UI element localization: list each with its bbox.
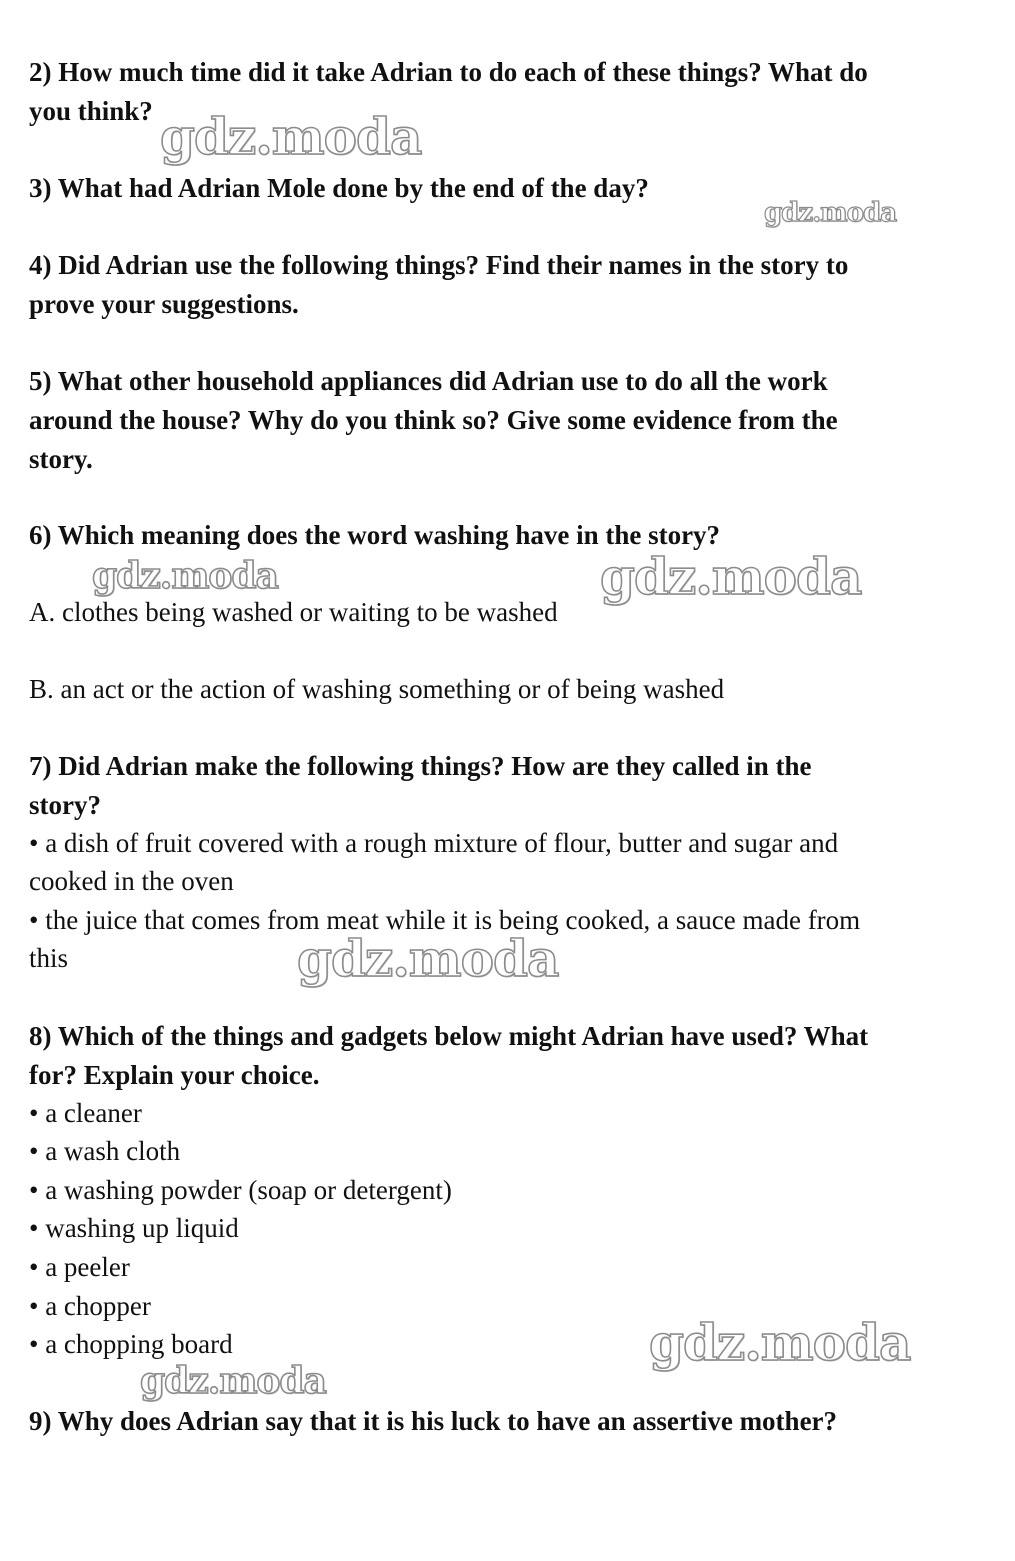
watermark: gdz.moda: [160, 107, 422, 166]
question-3-line-1: 3) What had Adrian Mole done by the end of the day?: [29, 173, 649, 203]
question-7-bullet-2-line-1: • the juice that comes from meat while it is being cooked, a sauce made from: [29, 905, 861, 935]
question-7-line-1: 7) Did Adrian make the following things? How are they called in the: [29, 751, 812, 781]
watermark: gdz.moda: [140, 1360, 326, 1402]
question-5-line-2: around the house? Why do you think so? Give some evidence from the: [29, 405, 838, 435]
question-7-bullet-2-line-2: this: [29, 943, 69, 973]
question-7-bullet-1-line-1: • a dish of fruit covered with a rough mixture of flour, butter and sugar and: [29, 828, 839, 858]
question-4-line-2: prove your suggestions.: [29, 289, 299, 319]
watermark: gdz.moda: [600, 547, 862, 606]
watermark: gdz.moda: [92, 555, 278, 597]
watermark: gdz.moda: [297, 929, 559, 988]
question-7-line-2: story?: [29, 790, 101, 820]
list-item: • a washing powder (soap or detergent): [29, 1175, 452, 1205]
question-6-line-1: 6) Which meaning does the word washing have in the story?: [29, 520, 721, 550]
list-item: • a chopper: [29, 1291, 151, 1321]
list-item: • a peeler: [29, 1252, 130, 1282]
question-6-option-a: A. clothes being washed or waiting to be washed: [29, 597, 558, 627]
question-4-line-1: 4) Did Adrian use the following things? Find their names in the story to: [29, 250, 849, 280]
question-2-line-2: you think?: [29, 96, 153, 126]
question-5-line-1: 5) What other household appliances did Adrian use to do all the work: [29, 366, 828, 396]
list-item: • a wash cloth: [29, 1136, 181, 1166]
question-8-line-1: 8) Which of the things and gadgets below might Adrian have used? What: [29, 1021, 869, 1051]
list-item: • a chopping board: [29, 1329, 233, 1359]
question-9-line-1: 9) Why does Adrian say that it is his luck to have an assertive mother?: [29, 1406, 838, 1436]
watermark: gdz.moda: [649, 1313, 911, 1372]
watermark: gdz.moda: [764, 198, 897, 228]
question-5-line-3: story.: [29, 444, 93, 474]
list-item: • washing up liquid: [29, 1213, 239, 1243]
question-7-bullet-1-line-2: cooked in the oven: [29, 866, 234, 896]
question-2-line-1: 2) How much time did it take Adrian to do each of these things? What do: [29, 57, 868, 87]
question-6-option-b: B. an act or the action of washing something or of being washed: [29, 674, 725, 704]
list-item: • a cleaner: [29, 1098, 142, 1128]
question-8-line-2: for? Explain your choice.: [29, 1060, 320, 1090]
